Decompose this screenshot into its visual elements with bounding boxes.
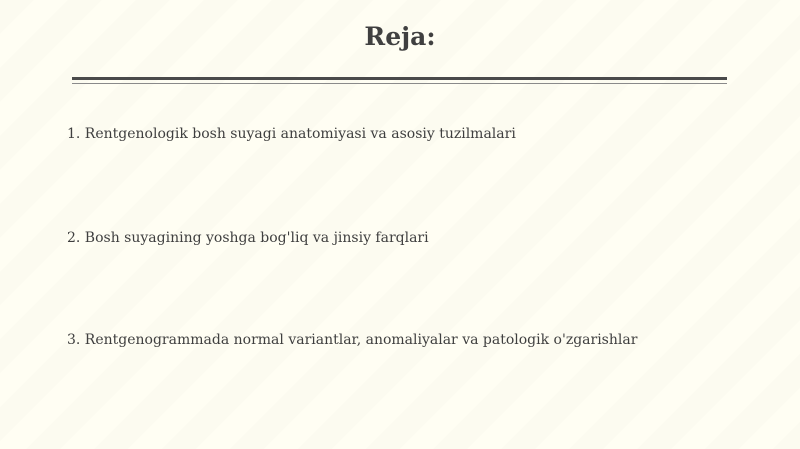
slide-title: Reja: [364, 22, 436, 51]
title-divider-thick [72, 77, 727, 80]
plan-item-3: 3. Rentgenogrammada normal variantlar, anomaliyalar va patologik o'zgarishlar [67, 332, 638, 348]
title-divider-thin [72, 83, 727, 84]
plan-item-2: 2. Bosh suyagining yoshga bog'liq va jinsiy farqlari [67, 230, 429, 246]
plan-item-1: 1. Rentgenologik bosh suyagi anatomiyasi va asosiy tuzilmalari [67, 126, 516, 142]
